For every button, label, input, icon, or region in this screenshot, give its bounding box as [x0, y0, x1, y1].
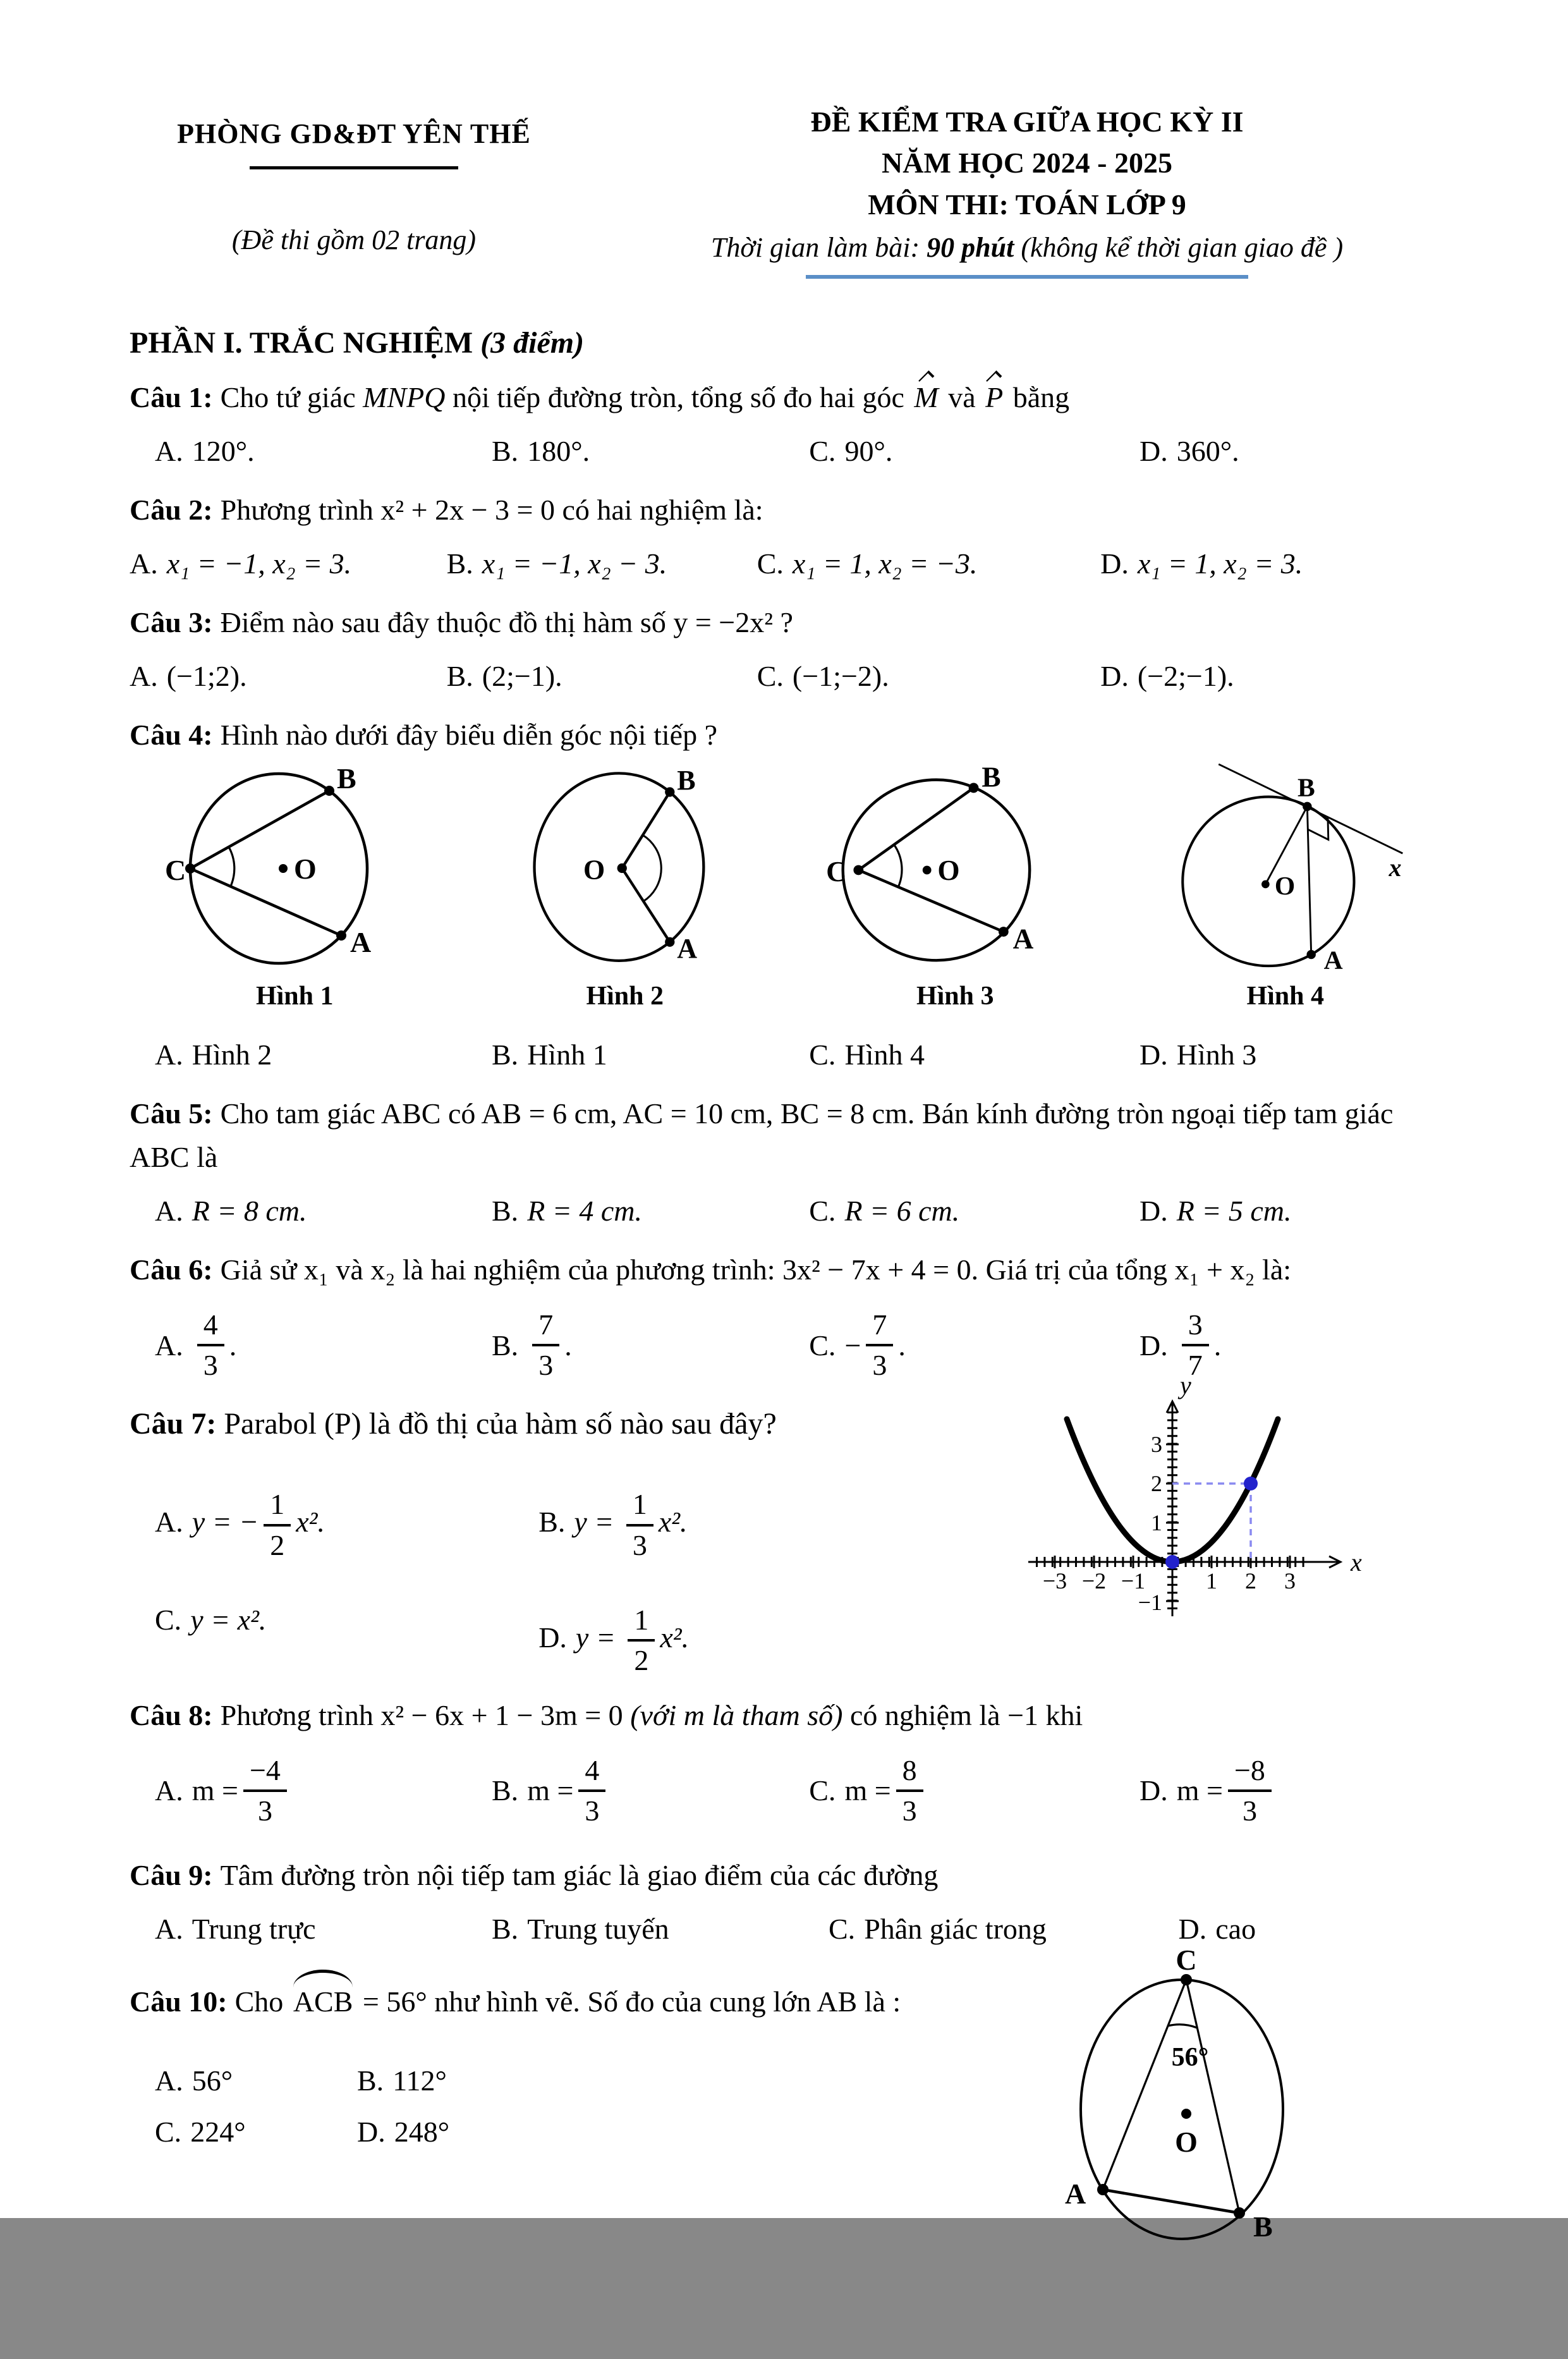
- fraction: [264, 1487, 291, 1563]
- question-2-stem: [130, 488, 1450, 532]
- x-tick-2: 2: [1245, 1568, 1256, 1594]
- option-text: (−1;2).: [166, 659, 247, 692]
- option-post: .: [229, 1329, 237, 1362]
- option-key: C.: [155, 1604, 182, 1636]
- question-9-stem: [130, 1853, 1450, 1897]
- fraction-denominator: 3: [203, 1349, 218, 1382]
- option-key: A.: [155, 434, 183, 467]
- option-text: 224°: [190, 2116, 246, 2149]
- q7-option-d: [538, 1603, 989, 1678]
- section-points: (3 điểm): [480, 326, 585, 360]
- x-tick-neg3: −3: [1042, 1568, 1067, 1594]
- option-text: x₁ = 1, x₂ = 3.: [1137, 547, 1303, 580]
- question-3-label: Câu 3:: [130, 606, 213, 638]
- q7-option-c: [155, 1603, 538, 1678]
- center-label-O: O: [583, 854, 605, 886]
- option-text: Hình 1: [527, 1038, 607, 1071]
- circle-tangent-chord-figure-4: [1150, 764, 1421, 973]
- option-pre: m =: [1176, 1774, 1223, 1807]
- x-tick-1: 1: [1206, 1568, 1217, 1594]
- option-key: A.: [155, 1329, 183, 1362]
- fraction-numerator: 1: [628, 1603, 655, 1642]
- question-10-figure: [1046, 1944, 1343, 2309]
- point-label-B: B: [1253, 2210, 1273, 2243]
- fraction-numerator: 8: [896, 1753, 923, 1792]
- fraction-numerator: 4: [197, 1308, 224, 1346]
- circle-central-angle-figure-2: [489, 764, 761, 973]
- question-6-stem: [130, 1248, 1450, 1291]
- fraction-denominator: 3: [257, 1794, 272, 1827]
- q9-option-b: [492, 1907, 829, 1951]
- option-key: C.: [809, 434, 836, 467]
- q8-text-italic: (với m là tham số): [630, 1698, 843, 1731]
- q3-text: Điểm nào sau đây thuộc đồ thị hàm số y = −2x² ?: [220, 606, 793, 638]
- fraction: [532, 1308, 559, 1383]
- option-post: x².: [660, 1621, 690, 1654]
- option-key: D.: [538, 1621, 567, 1654]
- parabola-graph: [1014, 1372, 1368, 1631]
- fraction-denominator: 2: [634, 1644, 649, 1677]
- q8-option-d: [1140, 1753, 1450, 1829]
- question-2: [130, 488, 1450, 585]
- y-axis-label: y: [1180, 1371, 1191, 1400]
- question-1: [130, 375, 1450, 473]
- q5-option-a: [155, 1189, 492, 1233]
- q2-text: Phương trình x² + 2x − 3 = 0 có hai nghiệm là:: [220, 493, 763, 526]
- y-tick-1: 1: [1151, 1510, 1162, 1536]
- q8-option-c: [809, 1753, 1140, 1829]
- option-pre: m =: [191, 1774, 238, 1807]
- option-text: x₁ = −1, x₂ − 3.: [482, 547, 667, 580]
- option-key: D.: [1140, 434, 1168, 467]
- question-8-options: [130, 1753, 1450, 1829]
- question-5-options: [130, 1189, 1450, 1233]
- point-label-C: C: [826, 856, 848, 888]
- fraction-numerator: 3: [1182, 1308, 1209, 1346]
- q8-option-b: [492, 1753, 809, 1829]
- header-left: [130, 101, 578, 256]
- option-key: B.: [492, 1913, 519, 1946]
- exam-time-line: [604, 231, 1450, 264]
- option-key: B.: [492, 1329, 519, 1362]
- option-key: B.: [357, 2064, 384, 2097]
- question-7-options: [130, 1487, 989, 1678]
- time-duration: 90 phút: [927, 231, 1014, 263]
- option-text: 56°: [191, 2064, 233, 2097]
- option-text: R = 8 cm.: [191, 1194, 307, 1227]
- q6-text: Giả sử x₁ và x₂ là hai nghiệm của phương trình: 3x² − 7x + 4 = 0. Giá trị của tổng x₁ + x₂ là:: [220, 1253, 1292, 1286]
- fraction: [578, 1753, 605, 1829]
- option-text: 120°.: [191, 434, 255, 467]
- q1-text-conj: và: [940, 381, 983, 413]
- point-label-B: B: [1297, 772, 1315, 802]
- question-1-stem: [130, 375, 1450, 419]
- x-tick-3: 3: [1284, 1568, 1296, 1594]
- figure-hinh-2: [460, 764, 791, 1011]
- option-key: B.: [446, 659, 473, 692]
- option-key: C.: [809, 1194, 836, 1227]
- point-label-A: A: [1323, 945, 1343, 975]
- point-label-C: C: [1176, 1944, 1197, 1977]
- fraction-numerator: −4: [243, 1753, 287, 1792]
- exam-title-line2: NĂM HỌC 2024 - 2025: [882, 147, 1172, 180]
- option-key: B.: [446, 547, 473, 580]
- option-key: D.: [1140, 1774, 1168, 1807]
- q10-option-d: [357, 2115, 623, 2149]
- y-tick-3: 3: [1151, 1432, 1162, 1458]
- option-key: D.: [357, 2116, 386, 2149]
- question-7: [130, 1371, 1450, 1678]
- q6-option-a: [155, 1308, 492, 1383]
- time-prefix: Thời gian làm bài:: [710, 231, 927, 263]
- figure-1-caption: Hình 1: [255, 981, 334, 1011]
- fraction-denominator: 3: [902, 1794, 917, 1827]
- question-2-options: [130, 542, 1450, 585]
- y-tick-neg1: −1: [1138, 1590, 1162, 1616]
- question-4-options: [130, 1033, 1450, 1076]
- q9-text: Tâm đường tròn nội tiếp tam giác là giao điểm của các đường: [220, 1859, 939, 1892]
- q8-option-a: [155, 1753, 492, 1829]
- department-title: PHÒNG GD&ĐT YÊN THẾ: [177, 118, 531, 149]
- q2-option-c: [757, 542, 1100, 585]
- blue-underline-rule: [806, 275, 1248, 279]
- option-key: C.: [757, 659, 784, 692]
- figure-4-caption: Hình 4: [1246, 981, 1325, 1011]
- option-text: Hình 3: [1176, 1038, 1257, 1071]
- option-key: D.: [1140, 1329, 1168, 1362]
- option-text: 360°.: [1176, 434, 1239, 467]
- option-key: A.: [130, 659, 158, 692]
- q8-text-pre: Phương trình x² − 6x + 1 − 3m = 0: [220, 1698, 631, 1731]
- fraction-numerator: 7: [866, 1308, 893, 1346]
- question-4-figures: [130, 761, 1450, 1011]
- center-label-O: O: [1274, 871, 1295, 901]
- option-key: A.: [155, 1774, 183, 1807]
- question-7-left: [130, 1401, 989, 1678]
- header-right: [578, 101, 1450, 279]
- q1-text-post: bằng: [1006, 381, 1070, 413]
- option-pre: m =: [844, 1774, 891, 1807]
- option-key: C.: [155, 2116, 182, 2149]
- fraction-numerator: 1: [626, 1487, 653, 1526]
- question-5-label: Câu 5:: [130, 1097, 213, 1130]
- header-divider-rule: [250, 166, 458, 169]
- option-text: y = x².: [190, 1604, 267, 1636]
- option-text: cao: [1215, 1913, 1256, 1946]
- option-key: C.: [809, 1774, 836, 1807]
- q9-option-a: [155, 1907, 492, 1951]
- option-post: .: [898, 1329, 906, 1362]
- y-tick-2: 2: [1151, 1471, 1162, 1497]
- question-8-label: Câu 8:: [130, 1698, 213, 1731]
- option-key: D.: [1178, 1913, 1207, 1946]
- section-title: [130, 326, 1450, 360]
- option-text: x₁ = −1, x₂ = 3.: [166, 547, 352, 580]
- question-3: [130, 600, 1450, 698]
- q6-option-c: [809, 1308, 1140, 1383]
- question-4: [130, 713, 1450, 1076]
- question-10-label: Câu 10:: [130, 1985, 228, 2018]
- fraction-denominator: 3: [632, 1528, 647, 1561]
- question-3-stem: [130, 600, 1450, 644]
- q8-text-post: có nghiệm là −1 khi: [842, 1698, 1083, 1731]
- x-tick-neg2: −2: [1081, 1568, 1107, 1594]
- circle-inscribed-angle-figure-1: [159, 764, 430, 973]
- x-axis-label: x: [1351, 1548, 1362, 1577]
- option-key: B.: [492, 1194, 519, 1227]
- angle-value-label: 56°: [1171, 2043, 1209, 2073]
- option-text: 248°: [394, 2116, 450, 2149]
- option-pre: −: [844, 1329, 861, 1362]
- q5-text: Cho tam giác ABC có AB = 6 cm, AC = 10 cm, BC = 8 cm. Bán kính đường tròn ngoại tiếp tam giác ABC là: [130, 1097, 1394, 1173]
- figure-hinh-4: [1121, 764, 1451, 1011]
- q3-option-b: [447, 654, 757, 698]
- option-key: C.: [757, 547, 784, 580]
- option-key: B.: [492, 1774, 519, 1807]
- q4-option-b: [492, 1033, 809, 1076]
- q3-option-d: [1100, 654, 1450, 698]
- option-text: R = 4 cm.: [527, 1194, 642, 1227]
- option-key: C.: [829, 1913, 856, 1946]
- point-label-B: B: [337, 762, 356, 795]
- question-4-label: Câu 4:: [130, 718, 213, 751]
- q2-option-b: [447, 542, 757, 585]
- option-key: B.: [492, 434, 519, 467]
- question-9-label: Câu 9:: [130, 1859, 213, 1892]
- q1-angle-P: P: [983, 375, 1006, 419]
- q4-option-d: [1140, 1033, 1450, 1076]
- fraction-denominator: 7: [1188, 1349, 1203, 1382]
- option-key: A.: [155, 1038, 183, 1071]
- question-1-options: [130, 429, 1450, 473]
- q6-option-b: [492, 1308, 809, 1383]
- q1-option-b: [492, 429, 809, 473]
- question-8-stem: [130, 1693, 1450, 1737]
- exam-title-line3: MÔN THI: TOÁN LỚP 9: [868, 188, 1186, 221]
- point-label-A: A: [1012, 923, 1034, 955]
- q1-option-a: [155, 429, 492, 473]
- circle-interior-angle-figure-3: [819, 761, 1091, 973]
- fraction-denominator: 2: [270, 1528, 285, 1561]
- q1-option-d: [1140, 429, 1450, 473]
- figure-hinh-3: [790, 761, 1121, 1011]
- option-text: R = 5 cm.: [1176, 1194, 1292, 1227]
- option-key: A.: [155, 1506, 183, 1539]
- q3-option-c: [757, 654, 1100, 698]
- fraction: [866, 1308, 893, 1383]
- option-pre: y = −: [191, 1506, 259, 1539]
- figure-2-caption: Hình 2: [586, 981, 664, 1011]
- option-key: D.: [1100, 659, 1129, 692]
- fraction: [243, 1753, 287, 1829]
- option-text: (−1;−2).: [792, 659, 889, 692]
- q7-text: Parabol (P) là đồ thị của hàm số nào sau đây?: [224, 1407, 777, 1441]
- fraction-numerator: −8: [1228, 1753, 1272, 1792]
- option-post: .: [564, 1329, 572, 1362]
- header: [130, 101, 1450, 279]
- figure-hinh-1: [130, 764, 460, 1011]
- q7-option-b: [538, 1487, 989, 1563]
- q9-option-d: [1179, 1907, 1451, 1951]
- question-6: [130, 1248, 1450, 1383]
- question-2-label: Câu 2:: [130, 493, 213, 526]
- question-6-label: Câu 6:: [130, 1253, 213, 1286]
- fraction-denominator: 3: [872, 1349, 887, 1382]
- q4-text: Hình nào dưới đây biểu diễn góc nội tiếp ?: [220, 718, 717, 751]
- question-7-stem: [130, 1401, 989, 1447]
- question-9: [130, 1853, 1450, 1951]
- option-key: C.: [809, 1329, 836, 1362]
- option-text: Trung tuyến: [527, 1913, 669, 1946]
- fraction-numerator: 7: [532, 1308, 559, 1346]
- fraction: [626, 1487, 653, 1563]
- point-label-A: A: [350, 925, 372, 958]
- q9-option-c: [829, 1907, 1179, 1951]
- option-pre: y =: [574, 1506, 621, 1539]
- q4-option-a: [155, 1033, 492, 1076]
- option-key: B.: [538, 1506, 566, 1539]
- q10-text-post: = 56° như hình vẽ. Số đo của cung lớn AB là :: [355, 1985, 901, 2018]
- option-text: Trung trực: [191, 1913, 316, 1946]
- center-label-O: O: [294, 852, 317, 885]
- center-label-O: O: [937, 855, 960, 887]
- question-5-stem: [130, 1092, 1450, 1179]
- option-text: 112°: [392, 2064, 447, 2097]
- q5-option-c: [809, 1189, 1140, 1233]
- q10-text-pre: Cho: [234, 1985, 291, 2018]
- option-post: x².: [296, 1506, 325, 1539]
- fraction: [197, 1308, 224, 1383]
- option-key: A.: [155, 1194, 183, 1227]
- q2-option-a: [130, 542, 447, 585]
- option-key: D.: [1140, 1194, 1168, 1227]
- fraction-numerator: 1: [264, 1487, 291, 1526]
- q10-angle-ACB: ACB: [291, 1980, 356, 2023]
- option-key: B.: [492, 1038, 519, 1071]
- q10-option-c: [155, 2115, 357, 2149]
- pages-note: (Đề thi gồm 02 trang): [231, 224, 477, 255]
- option-text: 180°.: [527, 434, 590, 467]
- fraction-denominator: 3: [1242, 1794, 1257, 1827]
- option-text: Phân giác trong: [864, 1913, 1047, 1946]
- point-label-B: B: [982, 761, 1001, 793]
- figure-3-caption: Hình 3: [916, 981, 994, 1011]
- point-label-B: B: [677, 765, 696, 796]
- q3-option-a: [130, 654, 447, 698]
- question-7-figure: [1014, 1372, 1368, 1638]
- fraction-denominator: 3: [585, 1794, 600, 1827]
- option-key: D.: [1140, 1038, 1168, 1071]
- question-10: [130, 1944, 1450, 2359]
- option-text: R = 6 cm.: [844, 1194, 960, 1227]
- question-7-label: Câu 7:: [130, 1407, 217, 1441]
- fraction: [1228, 1753, 1272, 1829]
- question-9-options: [130, 1907, 1450, 1951]
- option-text: (2;−1).: [482, 659, 562, 692]
- option-text: x₁ = 1, x₂ = −3.: [792, 547, 978, 580]
- q2-option-d: [1100, 542, 1450, 585]
- q1-quad-name: MNPQ: [363, 381, 446, 413]
- option-post: x².: [658, 1506, 688, 1539]
- option-key: A.: [130, 547, 158, 580]
- question-1-label: Câu 1:: [130, 381, 213, 413]
- point-label-A: A: [1065, 2178, 1086, 2210]
- question-3-options: [130, 654, 1450, 698]
- q1-option-c: [809, 429, 1140, 473]
- question-10-stem: [130, 1980, 1115, 2023]
- q4-option-c: [809, 1033, 1140, 1076]
- exam-title-line1: ĐỀ KIỂM TRA GIỮA HỌC KỲ II: [810, 106, 1244, 138]
- q5-option-d: [1140, 1189, 1450, 1233]
- q10-option-a: [155, 2064, 357, 2097]
- option-key: C.: [809, 1038, 836, 1071]
- point-label-A: A: [677, 933, 697, 965]
- option-text: (−2;−1).: [1137, 659, 1234, 692]
- time-suffix: (không kể thời gian giao đề ): [1014, 231, 1344, 263]
- center-label-O: O: [1175, 2126, 1198, 2159]
- section-name: PHẦN I. TRẮC NGHIỆM: [130, 326, 481, 360]
- circle-inscribed-56deg-figure: [1046, 1944, 1343, 2302]
- option-key: A.: [155, 2064, 183, 2097]
- option-text: Hình 4: [844, 1038, 925, 1071]
- option-pre: m =: [527, 1774, 574, 1807]
- option-key: A.: [155, 1913, 183, 1946]
- point-label-C: C: [165, 853, 186, 886]
- question-6-options: [130, 1308, 1450, 1383]
- q10-option-b: [357, 2064, 623, 2097]
- option-pre: y =: [575, 1621, 623, 1654]
- question-5: [130, 1092, 1450, 1233]
- fraction: [628, 1603, 655, 1678]
- question-8: [130, 1693, 1450, 1829]
- option-text: 90°.: [844, 434, 893, 467]
- x-tick-neg1: −1: [1121, 1568, 1146, 1594]
- option-text: Hình 2: [191, 1038, 272, 1071]
- q1-text-mid: nội tiếp đường tròn, tổng số đo hai góc: [445, 381, 912, 413]
- option-post: .: [1213, 1329, 1222, 1362]
- q1-text-pre: Cho tứ giác: [220, 381, 363, 413]
- q1-angle-M: M: [911, 375, 940, 419]
- q7-option-a: [155, 1487, 538, 1563]
- ray-label-x: x: [1389, 854, 1402, 882]
- option-key: D.: [1100, 547, 1129, 580]
- fraction: [896, 1753, 923, 1829]
- fraction-numerator: 4: [578, 1753, 605, 1792]
- q5-option-b: [492, 1189, 809, 1233]
- fraction-denominator: 3: [538, 1349, 554, 1382]
- page-content: [130, 101, 1450, 2359]
- question-4-stem: [130, 713, 1450, 757]
